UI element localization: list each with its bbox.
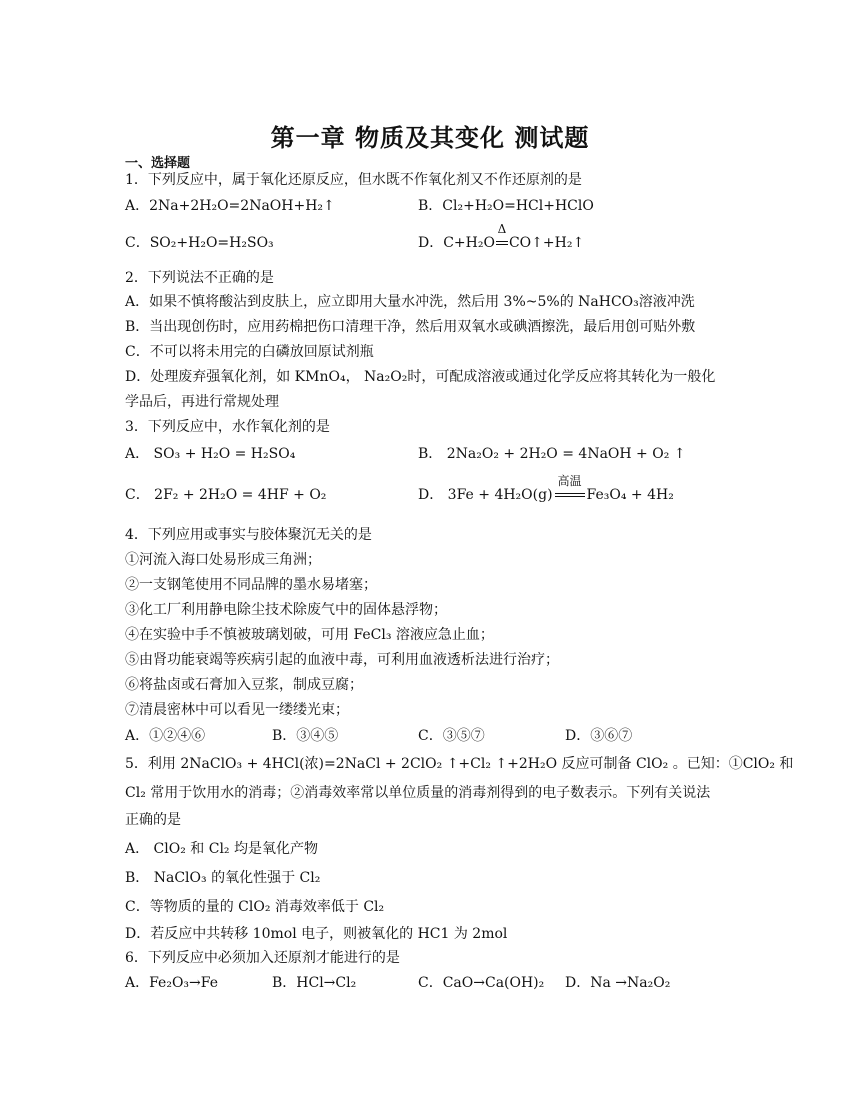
q6-option-b: B．HCl→Cl₂ [272,975,357,991]
q1-option-c: C．SO₂+H₂O=H₂SO₃ [125,235,274,251]
q2-option-d-line1: D．处理废弃强氧化剂，如 KMnO₄， Na₂O₂时，可配成溶液或通过化学反应将其转化为一般化 [125,369,716,385]
q2-option-b: B．当出现创伤时，应用药棉把伤口清理干净，然后用双氧水或碘酒擦洗，最后用创可贴外敷 [125,319,696,335]
q1-option-d [418,222,585,252]
q5-option-c: C．等物质的量的 ClO₂ 消毒效率低于 Cl₂ [125,899,385,915]
q3-stem: 3．下列反应中，水作氧化剂的是 [125,419,330,435]
q3-option-d-right: Fe₃O₄ + 4H₂ [586,487,674,503]
q3-option-d-left: D． 3Fe + 4H₂O(g) [418,487,553,503]
q6-stem: 6．下列反应中必须加入还原剂才能进行的是 [125,950,400,966]
q5-option-a: A． ClO₂ 和 Cl₂ 均是氧化产物 [125,841,318,857]
q3-option-d [418,474,674,504]
q4-option-a: A．①②④⑥ [125,728,206,744]
q1-stem: 1．下列反应中，属于氧化还原反应，但水既不作氧化剂又不作还原剂的是 [125,172,582,188]
q3-option-a: A． SO₃ + H₂O = H₂SO₄ [125,446,296,462]
q4-item: ⑥将盐卤或石膏加入豆浆，制成豆腐； [125,677,363,693]
q4-item: ④在实验中手不慎被玻璃划破，可用 FeCl₃ 溶液应急止血； [125,627,494,643]
q3-option-c: C． 2F₂ + 2H₂O = 4HF + O₂ [125,487,327,503]
q1-option-d-left: D．C+H₂O [418,235,495,251]
q5-stem-line2: Cl₂ 常用于饮用水的消毒；②消毒效率常以单位质量的消毒剂得到的电子数表示。下列有关说法 [125,785,711,801]
q4-item: ⑤由肾功能衰竭等疾病引起的血液中毒，可利用血液透析法进行治疗； [125,652,559,668]
q1-option-d-right: CO↑+H₂↑ [508,235,585,251]
q4-item: ③化工厂利用静电除尘技术除废气中的固体悬浮物； [125,602,447,618]
page-title: 第一章 物质及其变化 测试题 [270,123,590,152]
high-temperature-label: 高温 [557,474,582,488]
heat-symbol: Δ [497,222,507,236]
q4-item: ⑦清晨密林中可以看见一缕缕光束； [125,702,349,718]
q2-option-d-line2: 学品后，再进行常规处理 [125,394,279,410]
q6-option-a: A．Fe₂O₃→Fe [125,975,219,991]
q2-option-a: A．如果不慎将酸沾到皮肤上，应立即用大量水冲洗，然后用 3%~5%的 NaHCO₃溶液冲洗 [125,294,695,310]
q6-option-c: C．CaO→Ca(OH)₂ [418,975,545,991]
q5-option-b: B． NaClO₃ 的氧化性强于 Cl₂ [125,870,321,886]
q5-option-d: D．若反应中共转移 10mol 电子，则被氧化的 HC1 为 2mol [125,926,508,942]
q4-item: ②一支钢笔使用不同品牌的墨水易堵塞； [125,577,377,593]
q2-stem: 2．下列说法不正确的是 [125,270,274,286]
q6-option-d: D．Na →Na₂O₂ [565,975,671,991]
q1-option-a: A．2Na+2H₂O=2NaOH+H₂↑ [125,198,335,214]
q4-item: ①河流入海口处易形成三角洲； [125,552,321,568]
q2-option-c: C．不可以将未用完的白磷放回原试剂瓶 [125,344,374,360]
q5-stem-line1: 5．利用 2NaClO₃ + 4HCl(浓)=2NaCl + 2ClO₂ ↑+Cl₂ ↑+2H₂O 反应可制备 ClO₂ 。已知：①ClO₂ 和 [125,756,794,772]
section-heading: 一、选择题 [125,156,191,171]
q1-option-b: B．Cl₂+H₂O=HCl+HClO [418,198,594,214]
q4-option-b: B．③④⑤ [272,728,339,744]
q3-option-b: B． 2Na₂O₂ + 2H₂O = 4NaOH + O₂ ↑ [418,446,686,462]
q4-stem: 4．下列应用或事实与胶体聚沉无关的是 [125,527,372,543]
q4-option-d: D．③⑥⑦ [565,728,633,744]
q5-stem-line3: 正确的是 [125,812,181,828]
q4-option-c: C．③⑤⑦ [418,728,485,744]
